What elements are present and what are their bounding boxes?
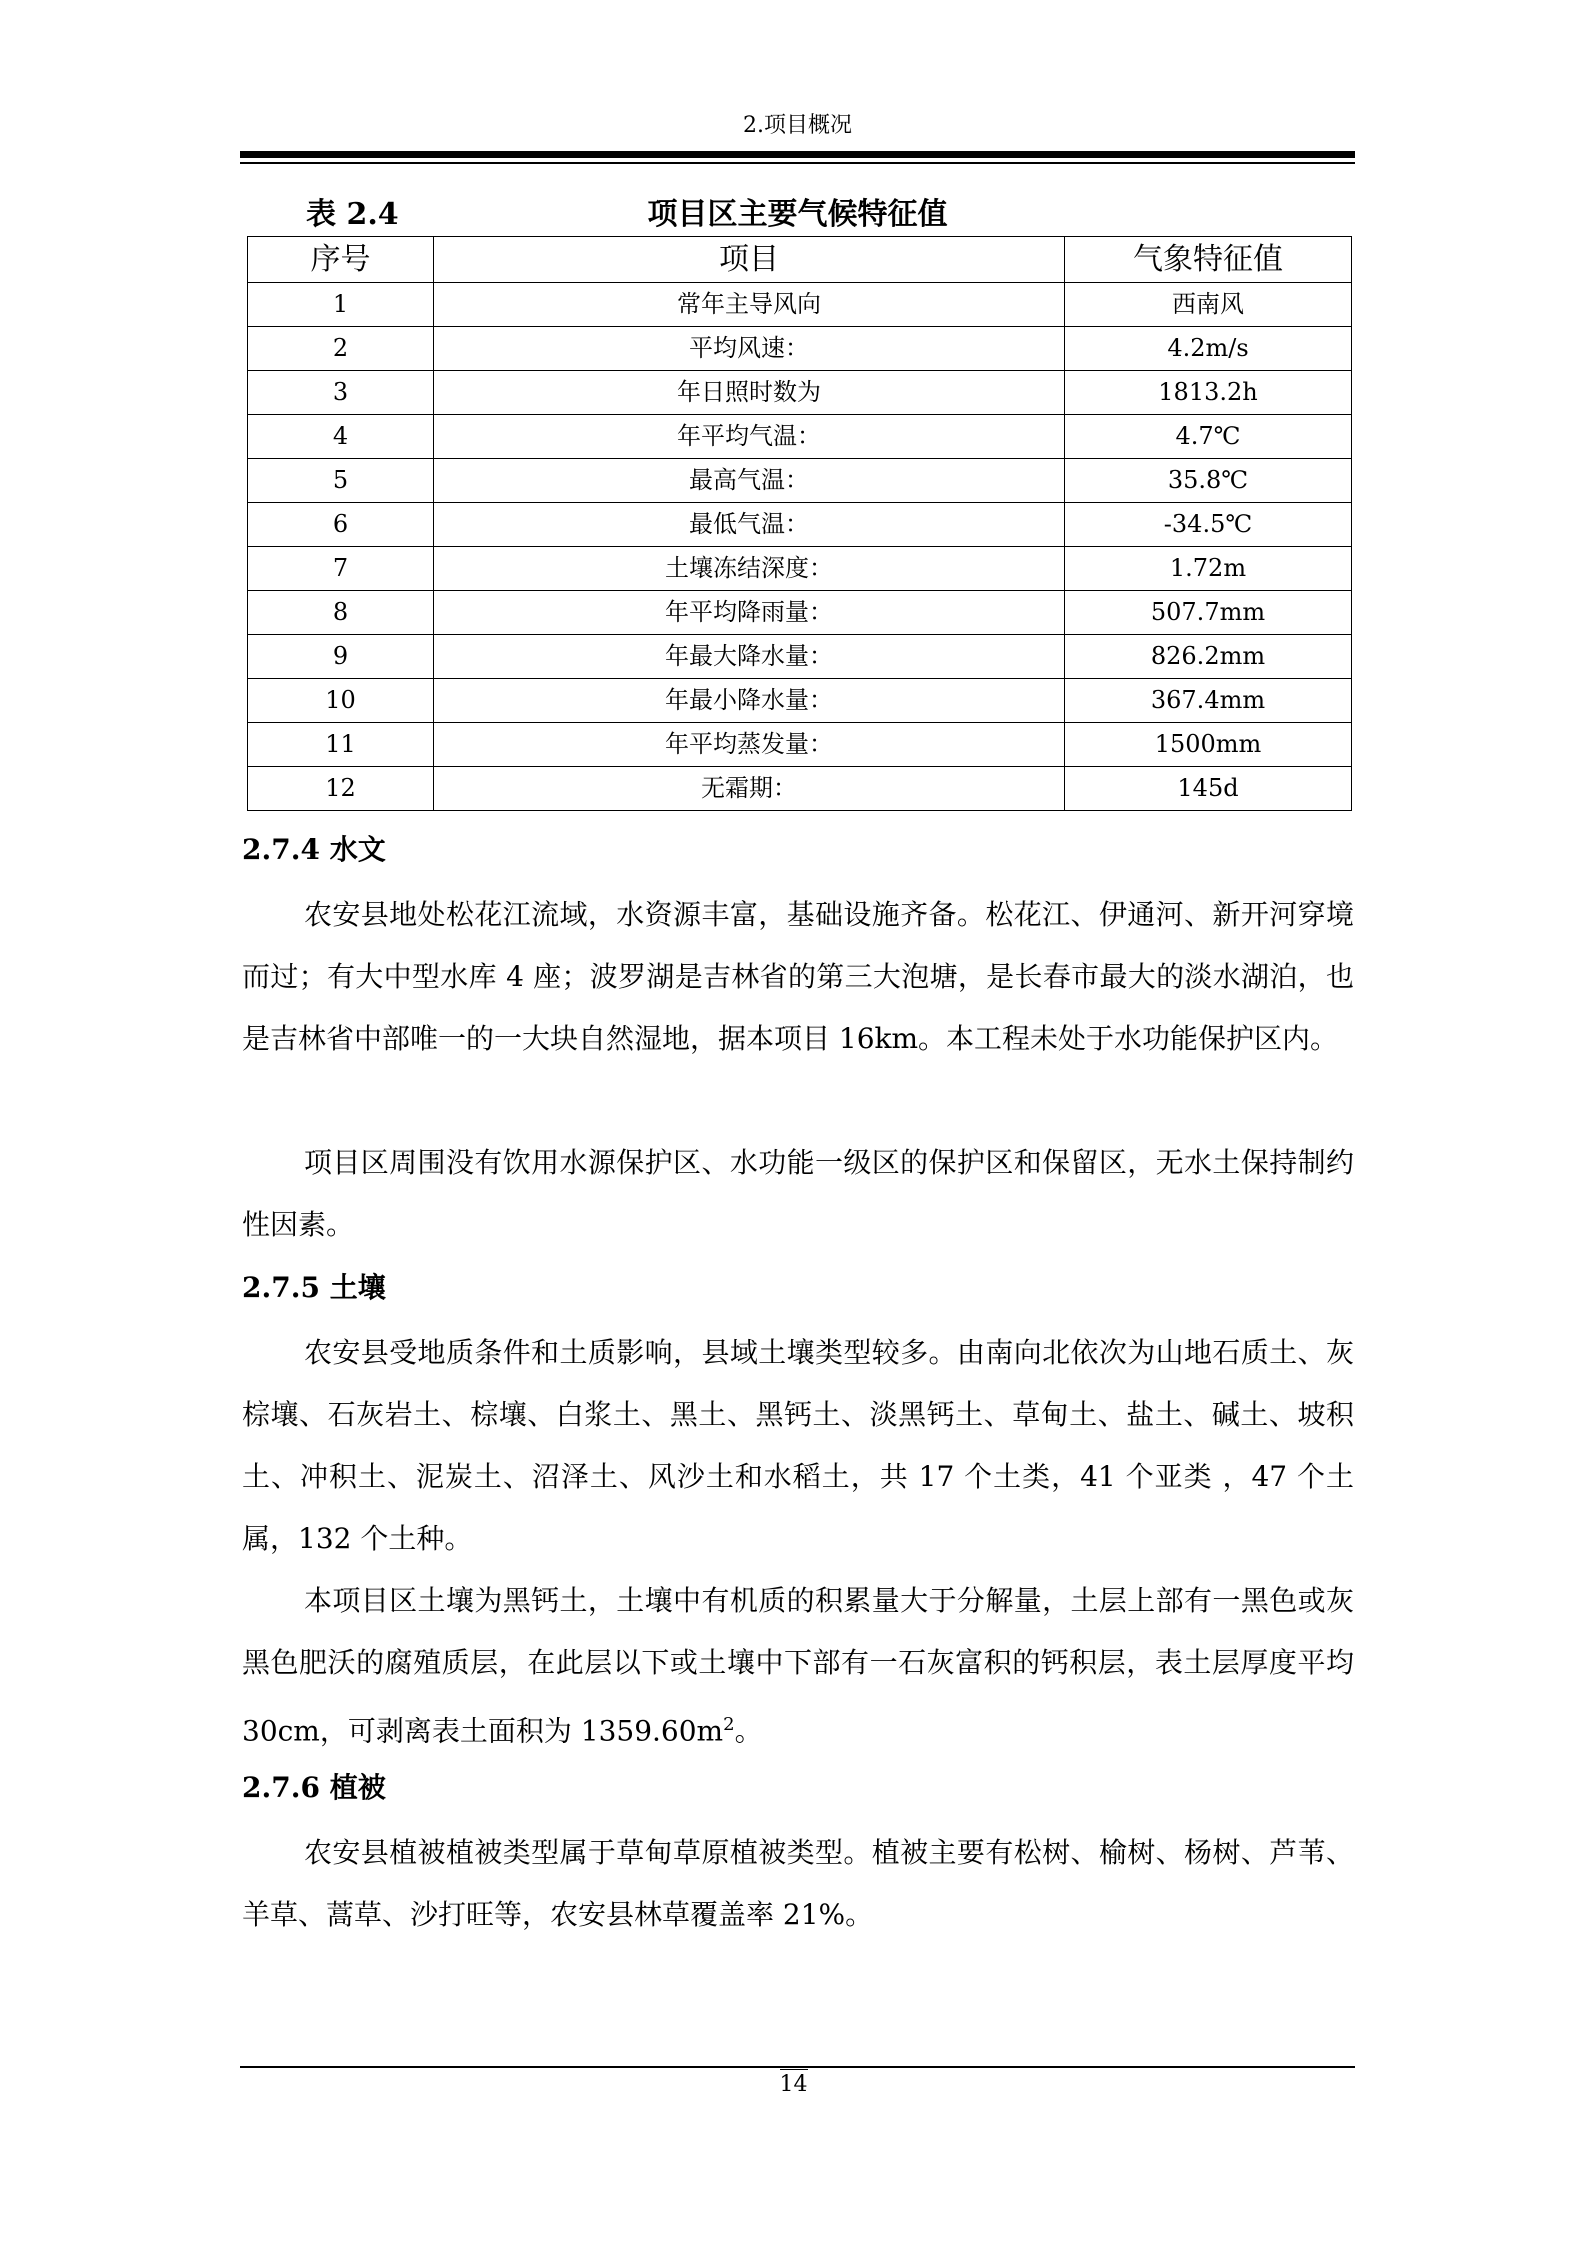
column-header-value: 气象特征值: [1065, 237, 1352, 283]
row-index: 7: [248, 547, 434, 591]
row-value: 1813.2h: [1065, 371, 1352, 415]
vegetation-paragraph-1: 农安县植被植被类型属于草甸草原植被类型。植被主要有松树、榆树、杨树、芦苇、羊草、蒿草、沙打旺等，农安县林草覆盖率 21%。: [242, 1836, 1354, 1931]
soil-paragraph-2-end: 。: [734, 1714, 763, 1748]
row-index: 6: [248, 503, 434, 547]
row-item: 年日照时数为: [434, 371, 1065, 415]
soil-paragraph-2-text: 本项目区土壤为黑钙土，土壤中有机质的积累量大于分解量，土层上部有一黑色或灰黑色肥沃的腐殖质层，在此层以下或土壤中下部有一石灰富积的钙积层，表土层厚度平均 30cm，可剥离表土面积为 1359.60m: [242, 1584, 1354, 1748]
table-label: 表 2.4: [306, 197, 399, 232]
table-row: [248, 547, 1352, 591]
header-rule-thick: [240, 151, 1355, 158]
row-item: 年最大降水量：: [434, 635, 1065, 679]
row-value: 4.2m/s: [1065, 327, 1352, 371]
table-header-row: [248, 237, 1352, 283]
soil-paragraph-1: 农安县受地质条件和土质影响，县域土壤类型较多。由南向北依次为山地石质土、灰棕壤、石灰岩土、棕壤、白浆土、黑土、黑钙土、淡黑钙土、草甸土、盐土、碱土、坡积土、冲积土、泥炭土、沼泽土、风沙土和水稻土，共 17 个土类，41 个亚类 ，47 个土属，132 个土种。: [242, 1336, 1354, 1555]
row-index: 4: [248, 415, 434, 459]
hydrology-paragraph-1: 农安县地处松花江流域，水资源丰富，基础设施齐备。松花江、伊通河、新开河穿境而过；有大中型水库 4 座；波罗湖是吉林省的第三大泡塘，是长春市最大的淡水湖泊，也是吉林省中部唯一的一大块自然湿地，据本项目 16km。本工程未处于水功能保护区内。: [242, 898, 1354, 1055]
header-rule-thin: [240, 162, 1355, 164]
row-index: 8: [248, 591, 434, 635]
row-item: 土壤冻结深度：: [434, 547, 1065, 591]
row-item: 平均风速：: [434, 327, 1065, 371]
row-value: 826.2mm: [1065, 635, 1352, 679]
section-heading-vegetation: 2.7.6 植被: [242, 1771, 386, 1804]
table-row: [248, 327, 1352, 371]
row-item: 最高气温：: [434, 459, 1065, 503]
row-index: 5: [248, 459, 434, 503]
table-row: [248, 415, 1352, 459]
row-value: 1.72m: [1065, 547, 1352, 591]
running-header: 2.项目概况: [743, 113, 852, 138]
row-value: 145d: [1065, 767, 1352, 811]
row-item: 年最小降水量：: [434, 679, 1065, 723]
row-value: 西南风: [1065, 283, 1352, 327]
table-row: [248, 591, 1352, 635]
section-heading-soil: 2.7.5 土壤: [242, 1271, 386, 1304]
row-index: 9: [248, 635, 434, 679]
row-item: 年平均蒸发量：: [434, 723, 1065, 767]
row-index: 11: [248, 723, 434, 767]
row-item: 常年主导风向: [434, 283, 1065, 327]
row-value: 367.4mm: [1065, 679, 1352, 723]
soil-paragraph-2: [242, 1570, 1354, 1762]
table-row: [248, 767, 1352, 811]
table-row: [248, 459, 1352, 503]
page-number-text: 14: [780, 2069, 808, 2097]
section-heading-hydrology: 2.7.4 水文: [242, 833, 386, 866]
page-number: [0, 2070, 1587, 2100]
hydrology-paragraph-2: 项目区周围没有饮用水源保护区、水功能一级区的保护区和保留区，无水土保持制约性因素。: [242, 1146, 1354, 1241]
row-value: 1500mm: [1065, 723, 1352, 767]
row-item: 无霜期：: [434, 767, 1065, 811]
row-item: 年平均气温：: [434, 415, 1065, 459]
row-value: 4.7℃: [1065, 415, 1352, 459]
table-row: [248, 635, 1352, 679]
row-value: 35.8℃: [1065, 459, 1352, 503]
row-item: 最低气温：: [434, 503, 1065, 547]
table-row: [248, 371, 1352, 415]
column-header-item: 项目: [434, 237, 1065, 283]
row-item: 年平均降雨量：: [434, 591, 1065, 635]
row-index: 12: [248, 767, 434, 811]
table-row: [248, 679, 1352, 723]
row-index: 10: [248, 679, 434, 723]
area-unit-superscript: 2: [723, 1714, 735, 1735]
table-row: [248, 503, 1352, 547]
table-row: [248, 283, 1352, 327]
footer-rule: [240, 2066, 1355, 2068]
column-header-index: 序号: [248, 237, 434, 283]
table-title: 项目区主要气候特征值: [647, 197, 948, 232]
table-row: [248, 723, 1352, 767]
table-caption: [240, 193, 1355, 237]
row-value: 507.7mm: [1065, 591, 1352, 635]
row-index: 1: [248, 283, 434, 327]
row-value: -34.5℃: [1065, 503, 1352, 547]
climate-table: [247, 236, 1352, 811]
row-index: 3: [248, 371, 434, 415]
row-index: 2: [248, 327, 434, 371]
